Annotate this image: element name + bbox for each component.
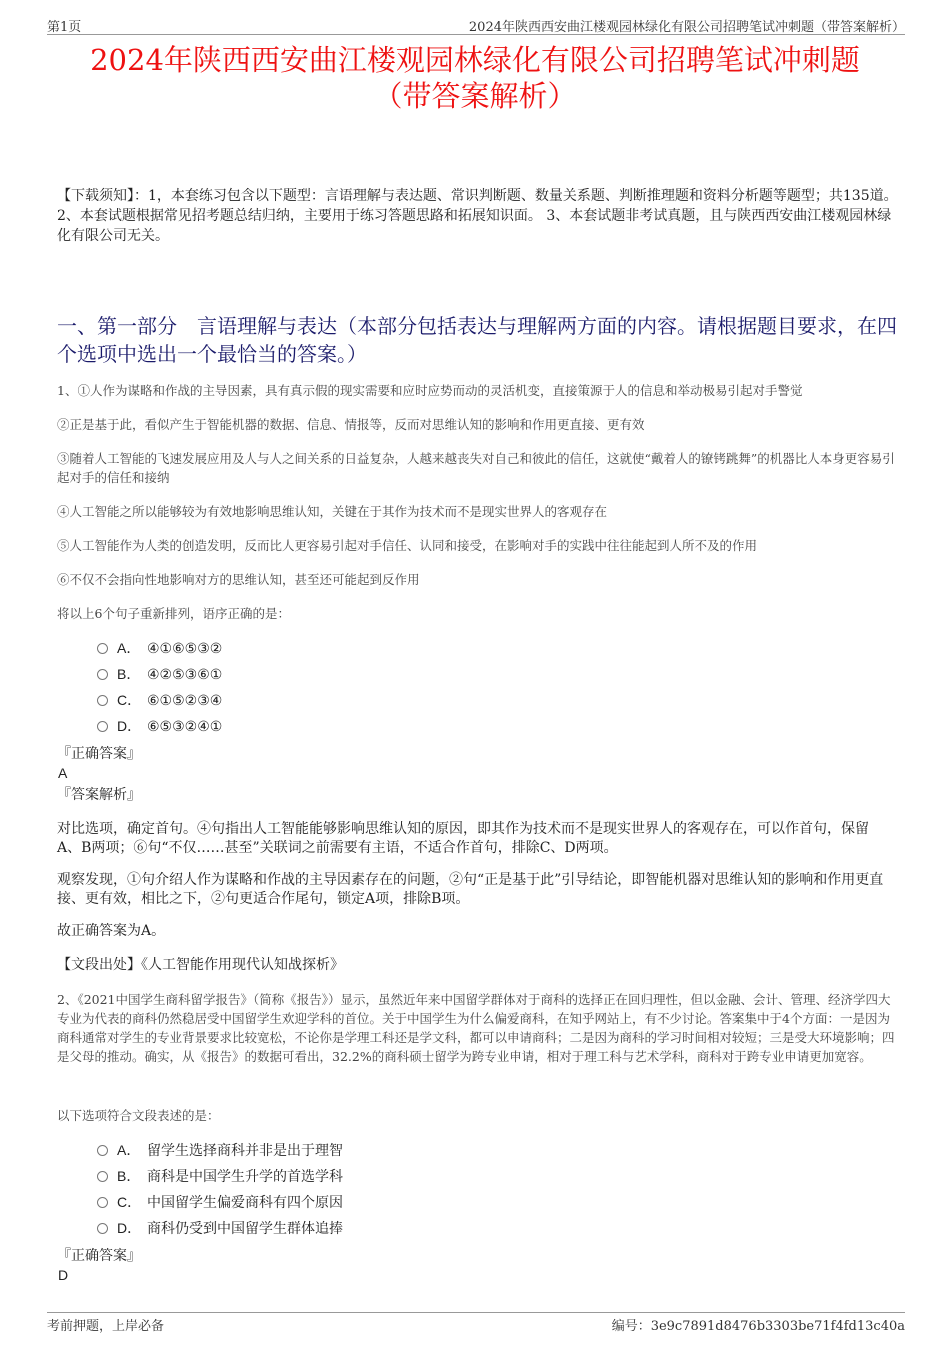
q2-prompt: 以下选项符合文段表述的是： xyxy=(57,1108,220,1123)
q1-analysis-3: 故正确答案为A。 xyxy=(57,923,166,939)
q1-sentence-4: ④人工智能之所以能够较为有效地影响思维认知，关键在于其作为技术而不是现实世界人的客观存在 xyxy=(57,504,608,519)
q2-stem: 2、《2021中国学生商科留学报告》（简称《报告》）显示，虽然近年来中国留学群体对于商科的选择正在回归理性，但以金融、会计、管理、经济学四大专业为代表的商科仍然稳居受中国留学生欢迎学科的首位。关于中国学生为什么偏爱商科，在知乎网站上，有不少讨论。答案集中于4个方面：一是因为商科通常对学生的专业背景要求比较宽松，不论你是学理工科还是学文科，都可以申请商科；二是因为商科的学习时间相对较短；三是受大环境影响；四是父母的推动。确实，从《报告》的数据可看出，32.2%的商科硕士留学为跨专业申请，相对于理工科与艺术学科，商科对于跨专业申请更加宽容。 xyxy=(57,992,895,1064)
radio-icon[interactable] xyxy=(97,721,108,732)
page-number: 第1页 xyxy=(47,20,82,35)
page-footer xyxy=(47,1312,905,1333)
q1-sentence-2: ②正是基于此，看似产生于智能机器的数据、信息、情报等，反而对思维认知的影响和作用更直接、更有效 xyxy=(57,417,645,432)
radio-icon[interactable] xyxy=(97,643,108,654)
q2-option-a[interactable]: A． 留学生选择商科并非是出于理智 xyxy=(97,1140,343,1160)
header-doc-title: 2024年陕西西安曲江楼观园林绿化有限公司招聘笔试冲刺题（带答案解析） xyxy=(468,20,905,35)
section-title: 一、第一部分 言语理解与表达（本部分包括表达与理解两方面的内容。请根据题目要求，在四个选项中选出一个最恰当的答案。） xyxy=(57,314,897,366)
q1-option-d[interactable]: D． ⑥⑤③②④① xyxy=(97,716,222,736)
q1-option-a[interactable]: A． ④①⑥⑤③② xyxy=(97,638,222,658)
title-line-2: （带答案解析） xyxy=(373,79,577,113)
radio-icon[interactable] xyxy=(97,1145,108,1156)
radio-icon[interactable] xyxy=(97,1223,108,1234)
q2-option-b[interactable]: B． 商科是中国学生升学的首选学科 xyxy=(97,1166,343,1186)
q1-option-b[interactable]: B． ④②⑤③⑥① xyxy=(97,664,222,684)
document-title xyxy=(40,42,910,114)
radio-icon[interactable] xyxy=(97,1197,108,1208)
q1-sentence-5: ⑤人工智能作为人类的创造发明，反而比人更容易引起对手信任、认同和接受，在影响对手的实践中往往能起到人所不及的作用 xyxy=(57,538,758,553)
q1-analysis-label: 『答案解析』 xyxy=(57,787,141,803)
q1-answer-label: 『正确答案』 xyxy=(57,746,141,762)
q1-analysis-1: 对比选项，确定首句。④句指出人工智能能够影响思维认知的原因，即其作为技术而不是现实世界人的客观存在，可以作首句，保留A、B两项；⑥句“不仅……甚至”关联词之前需要有主语，不适合作首句，排除C、D两项。 xyxy=(57,821,869,856)
title-line-1: 2024年陕西西安曲江楼观园林绿化有限公司招聘笔试冲刺题 xyxy=(90,43,860,77)
q1-answer: A xyxy=(58,765,68,781)
q2-answer: D xyxy=(58,1267,69,1283)
q2-answer-label: 『正确答案』 xyxy=(57,1248,141,1264)
q1-prompt: 将以上6个句子重新排列，语序正确的是： xyxy=(57,606,290,621)
radio-icon[interactable] xyxy=(97,1171,108,1182)
radio-icon[interactable] xyxy=(97,695,108,706)
page-header xyxy=(47,14,905,35)
footer-serial: 编号：3e9c7891d8476b3303be71f4fd13c40a xyxy=(611,1319,905,1334)
download-notice: 【下载须知】：1，本套练习包含以下题型：言语理解与表达题、常识判断题、数量关系题、判断推理题和资料分析题等题型；共135道。 2、本套试题根据常见招考题总结归纳，主要用于练习答题思路和拓展知识面。 3、本套试题非考试真题，且与陕西西安曲江楼观园林绿化有限公司无关。 xyxy=(57,188,898,244)
q1-sentence-1: 1、①人作为谋略和作战的主导因素，具有真示假的现实需要和应时应势而动的灵活机变，直接策源于人的信息和举动极易引起对手警觉 xyxy=(57,383,803,398)
q2-option-c[interactable]: C． 中国留学生偏爱商科有四个原因 xyxy=(97,1192,343,1212)
q1-option-c[interactable]: C． ⑥①⑤②③④ xyxy=(97,690,222,710)
q1-source: 【文段出处】《人工智能作用现代认知战探析》 xyxy=(57,957,344,973)
q1-sentence-6: ⑥不仅不会指向性地影响对方的思维认知，甚至还可能起到反作用 xyxy=(57,572,420,587)
footer-slogan: 考前押题，上岸必备 xyxy=(47,1319,165,1334)
q1-analysis-2: 观察发现，①句介绍人作为谋略和作战的主导因素存在的问题，②句“正是基于此”引导结论，即智能机器对思维认知的影响和作用更直接、更有效，相比之下，②句更适合作尾句，锁定A项，排除B项。 xyxy=(57,872,884,907)
radio-icon[interactable] xyxy=(97,669,108,680)
q1-sentence-3: ③随着人工智能的飞速发展应用及人与人之间关系的日益复杂，人越来越丧失对自己和彼此的信任，这就使“戴着人的镣铐跳舞”的机器比人本身更容易引起对手的信任和接纳 xyxy=(57,451,895,485)
q2-option-d[interactable]: D． 商科仍受到中国留学生群体追捧 xyxy=(97,1218,343,1238)
